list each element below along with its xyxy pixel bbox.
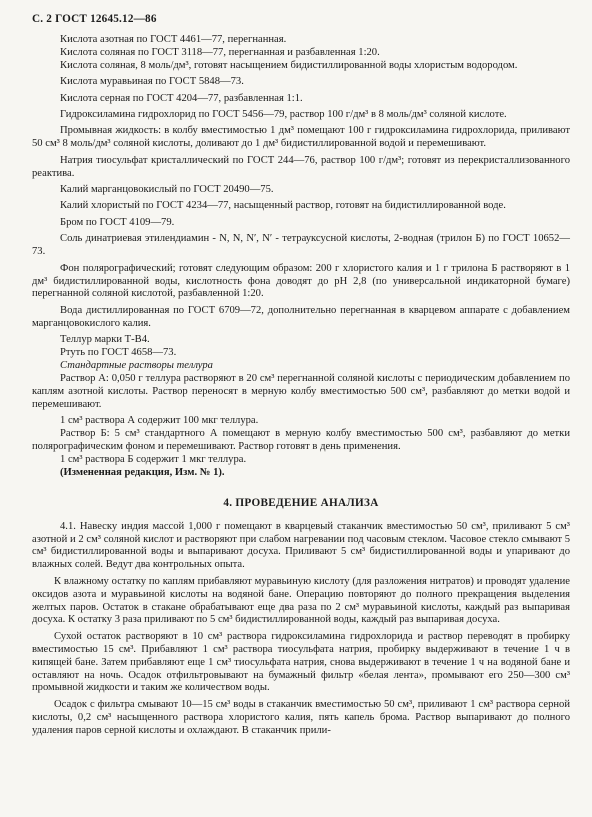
- distilled-water-paragraph: Вода дистиллированная по ГОСТ 6709—72, дополнительно перегнанная в кварцевом аппарате с добавлением марганцовокислого калия.: [32, 304, 570, 329]
- reagent-formic-acid: Кислота муравьиная по ГОСТ 5848—73.: [60, 76, 244, 88]
- solution-a-paragraph: Раствор А: 0,050 г теллура растворяют в 20 см³ перегнанной соляной кислоты с периодическим добавлением по каплям азотной кислоты. Раствор переносят в мерную колбу вместимостью 500 см³, разбавляют до метки водой и перемешивают.: [32, 372, 570, 410]
- revision-note: (Измененная редакция, Изм. № 1).: [60, 466, 225, 478]
- dry-residue-step-paragraph: Сухой остаток растворяют в 10 см³ раствора гидроксиламина гидрохлорида и раствор переводят в пробирку вместимостью 15 см³. Прибавляют 1 см³ раствора тиосульфата натрия, пробирку выдерживают в течение 1 ч в кипящей бане. Затем прибавляют еще 1 см³ тиосульфата натрия, снова выдерживают в течение 1 ч на водяной бане и оставляют на ночь. Осадок отфильтровывают на бумажный фильтр «белая лента», промывают его 250—300 см³ промывной жидкости и таким же количеством воды.: [32, 630, 570, 694]
- tellurium-paragraph: Теллур марки Т-В4.: [60, 334, 150, 346]
- solution-b-paragraph: Раствор Б: 5 см³ стандартного А помещают в мерную колбу вместимостью 500 см³, разбавляют до метки полярографическим фоном и перемешивают. Раствор готовят в день применения.: [32, 427, 570, 452]
- mercury-paragraph: Ртуть по ГОСТ 4658—73.: [60, 347, 177, 359]
- reagent-sulfuric-acid: Кислота серная по ГОСТ 4204—77, разбавленная 1:1.: [60, 92, 303, 104]
- standard-solutions-heading: Стандартные растворы теллура: [60, 359, 213, 371]
- filter-step-paragraph: Осадок с фильтра смывают 10—15 см³ воды в стаканчик вместимостью 50 см³, приливают 1 см³ раствора серной кислоты, 0,2 см³ насыщенного раствора хлористого калия, пять капель брома. Раствор выпаривают до полного удаления паров серной кислоты и охлаждают. В стаканчик прили-: [32, 698, 570, 736]
- reagent-hydrochloric-acid-8m: Кислота соляная, 8 моль/дм³, готовят насыщением бидистиллированной воды хлористым водородом.: [60, 59, 518, 71]
- running-header: С. 2 ГОСТ 12645.12—86: [32, 13, 157, 25]
- reagent-hydroxylamine: Гидроксиламина гидрохлорид по ГОСТ 5456—79, раствор 100 г/дм³ в 8 моль/дм³ соляной кислоте.: [60, 109, 507, 121]
- trilon-paragraph: Соль динатриевая этилендиамин - N, N, N′, N′ - тетрауксусной кислоты, 2-водная (трилон Б) по ГОСТ 10652—73.: [32, 233, 570, 258]
- reagent-hydrochloric-acid: Кислота соляная по ГОСТ 3118—77, перегнанная и разбавленная 1:20.: [60, 46, 380, 58]
- polarographic-background-paragraph: Фон полярографический; готовят следующим образом: 200 г хлористого калия и 1 г трилона Б растворяют в 1 дм³ бидистиллированной воды, кислотность фона доводят до рН 2,8 (по универсальной индикаторной бумаге) перегнанной соляной кислотой, разбавленной 1:20.: [32, 262, 570, 300]
- solution-a-note: 1 см³ раствора А содержит 100 мкг теллура.: [60, 415, 259, 427]
- wash-liquid-paragraph: Промывная жидкость: в колбу вместимостью 1 дм³ помещают 100 г гидроксиламина гидрохлорида, приливают 50 см³ 8 моль/дм³ соляной кислоты, доливают до 1 дм³ бидистиллированной водой и перемешивают.: [32, 125, 570, 150]
- solution-b-note: 1 см³ раствора Б содержит 1 мкг теллура.: [60, 453, 247, 465]
- step-4-1-paragraph: 4.1. Навеску индия массой 1,000 г помещают в кварцевый стаканчик вместимостью 50 см³, приливают 5 см³ азотной и 2 см³ соляной кислот и растворяют при слабом нагревании под часовым стеклом. Часовое стекло смывают 5 см³ бидистиллированной воды и выпаривают досуха. Приливают 5 см³ бидистиллированной воды и упаривают до влажных солей. Ведут два контрольных опыта.: [32, 520, 570, 571]
- bromine-paragraph: Бром по ГОСТ 4109—79.: [60, 216, 175, 228]
- section-title: 4. ПРОВЕДЕНИЕ АНАЛИЗА: [223, 496, 379, 509]
- formic-acid-step-paragraph: К влажному остатку по каплям прибавляют муравьиную кислоту (для разложения нитратов) и проводят удаление оксидов азота и муравьиной кислоты на водяной бане. Операцию повторяют до полного прекращения выделения желтых паров. Остаток в стакане обрабатывают еще два раза по 2 см³ муравьиной кислоты, каждый раз выпаривая досуха. К остатку 3 раза приливают по 5 см³ бидистиллированной воды, каждый раз выпаривая досуха.: [32, 575, 570, 626]
- sodium-thiosulfate-paragraph: Натрия тиосульфат кристаллический по ГОСТ 244—76, раствор 100 г/дм³; готовят из перекристаллизованного реактива.: [32, 154, 570, 179]
- potassium-permanganate-paragraph: Калий марганцовокислый по ГОСТ 20490—75.: [60, 184, 274, 196]
- potassium-chloride-paragraph: Калий хлористый по ГОСТ 4234—77, насыщенный раствор, готовят на бидистиллированной воде.: [60, 200, 506, 212]
- reagent-nitric-acid: Кислота азотная по ГОСТ 4461—77, перегнанная.: [60, 34, 287, 45]
